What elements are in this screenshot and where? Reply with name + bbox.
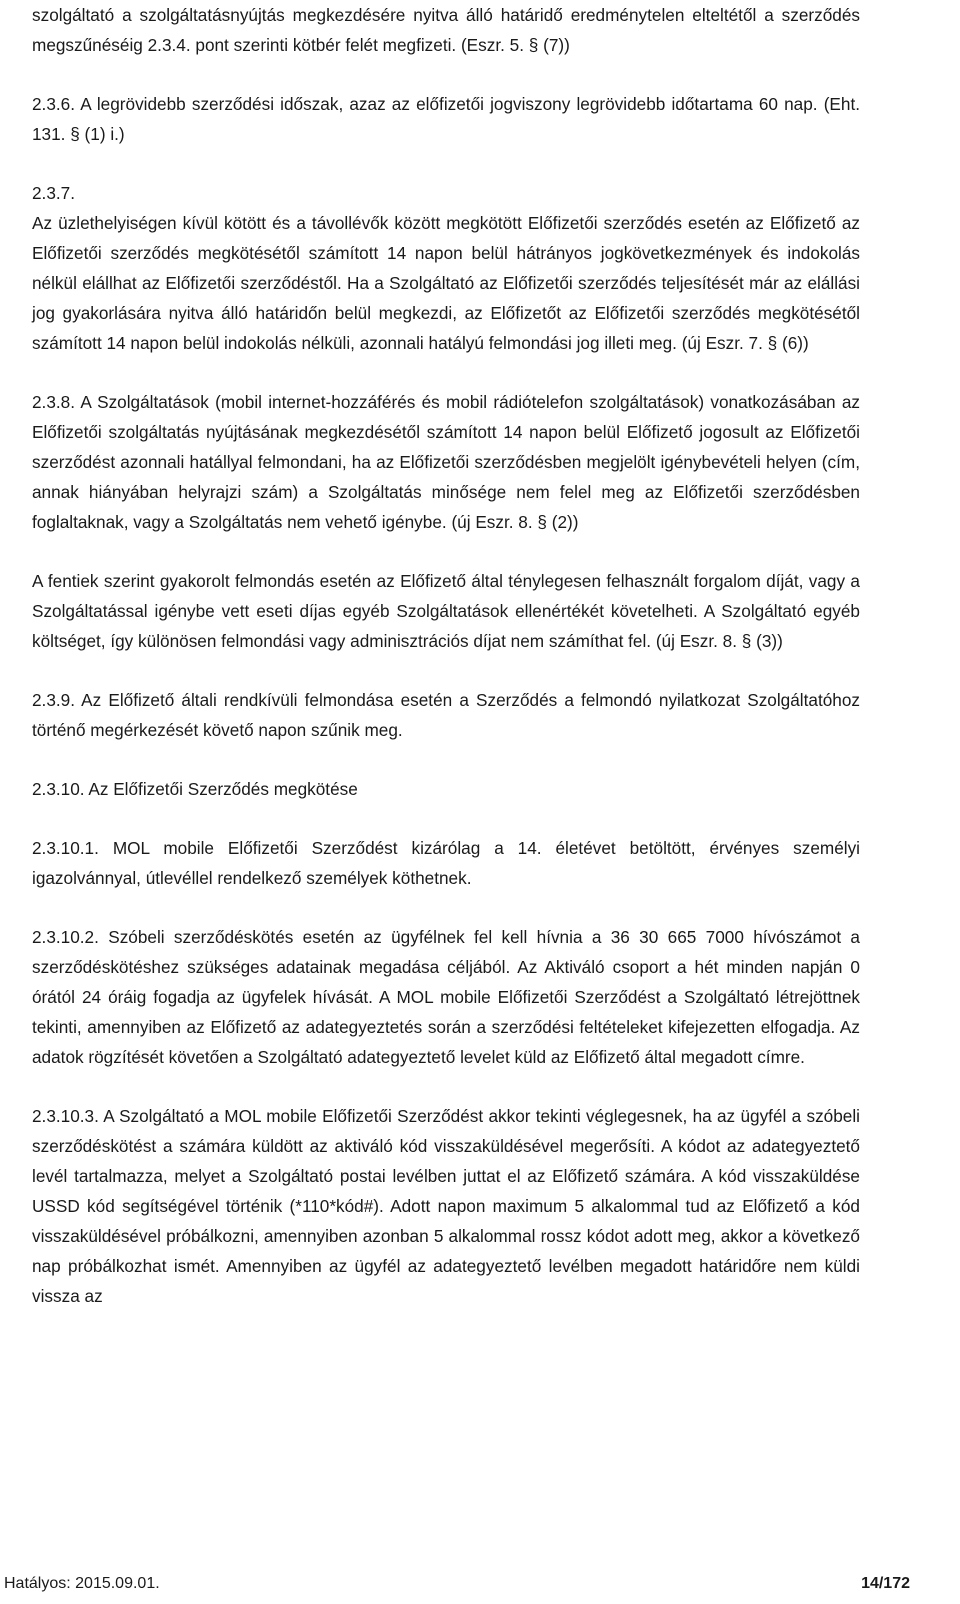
paragraph-2-3-7: Az üzlethelyiségen kívül kötött és a távollévők között megkötött Előfizetői szerződés esetén az Előfizető az Előfizetői szerződés megkötésétől számított 14 napon belül hátrányos jogkövetkezmények és indokolás nélkül elállhat az Előfizetői szerződéstől. Ha a Szolgáltató az Előfizetői szerződés teljesítését már az elállási jog gyakorlására nyitva álló határidőn belül megkezdi, az Előfizetőt az Előfizetői szerződés megkötésétől számított 14 napon belül indokolás nélküli, azonnali hatályú felmondási jog illeti meg. (új Eszr. 7. § (6))	[32, 213, 860, 353]
paragraph-2-3-10-3: 2.3.10.3. A Szolgáltató a MOL mobile Előfizetői Szerződést akkor tekinti véglegesnek, ha az ügyfél a szóbeli szerződéskötést a számára küldött az aktiváló kód visszaküldésével megerősíti. A kódot az adategyeztető levél tartalmazza, melyet a Szolgáltató postai levélben juttat el az Előfizető számára. A kód visszaküldése USSD kód segítségével történik (*110*kód#). Adott napon maximum 5 alkalommal tud az Előfizető a kód visszaküldésével próbálkozni, amennyiben azonban 5 alkalommal rossz kódot adott meg, akkor a következő nap próbálkozhat ismét. Amennyiben az ügyfél az adategyeztető levélben megadott határidőre nem küldi vissza az	[32, 1106, 860, 1306]
paragraph-2-3-8: 2.3.8. A Szolgáltatások (mobil internet-hozzáférés és mobil rádiótelefon szolgáltatások) vonatkozásában az Előfizetői szolgáltatás nyújtásának megkezdésétől számított 14 napon belül Előfizető jogosult az Előfizetői szerződést azonnali hatállyal felmondani, ha az Előfizetői szerződésben megjelölt igénybevételi helyen (cím, annak hiányában helyrajzi szám) a Szolgáltatás minősége nem felel meg az Előfizetői szerződésben foglaltaknak, vagy a Szolgáltatás nem vehető igénybe. (új Eszr. 8. § (2))	[32, 392, 860, 532]
heading-2-3-10: 2.3.10. Az Előfizetői Szerződés megkötése	[32, 779, 358, 799]
paragraph-2-3-10-1: 2.3.10.1. MOL mobile Előfizetői Szerződést kizárólag a 14. életévet betöltött, érvényes személyi igazolvánnyal, útlevéllel rendelkező személyek köthetnek.	[32, 838, 860, 888]
paragraph-2-3-6: 2.3.6. A legrövidebb szerződési időszak, azaz az előfizetői jogviszony legrövidebb időtartama 60 nap. (Eht. 131. § (1) i.)	[32, 94, 860, 144]
paragraph-kotber: szolgáltató a szolgáltatásnyújtás megkezdésére nyitva álló határidő eredménytelen elteltétől a szerződés megszűnéséig 2.3.4. pont szerinti kötbér felét megfizeti. (Eszr. 5. § (7))	[32, 5, 860, 55]
paragraph-2-3-9: 2.3.9. Az Előfizető általi rendkívüli felmondása esetén a Szerződés a felmondó nyilatkozat Szolgáltatóhoz történő megérkezését követő napon szűnik meg.	[32, 690, 860, 740]
page-number: 14/172	[861, 1575, 910, 1592]
document-body	[32, 0, 860, 1340]
paragraph-felmondas: A fentiek szerint gyakorolt felmondás esetén az Előfizető által ténylegesen felhasznált forgalom díját, vagy a Szolgáltatással igénybe vett eseti díjas egyéb Szolgáltatások ellenértékét követelheti. A Szolgáltató egyéb költséget, így különösen felmondási vagy adminisztrációs díjat nem számíthat fel. (új Eszr. 8. § (3))	[32, 571, 860, 651]
page-footer	[0, 1572, 960, 1604]
paragraph-2-3-10-2: 2.3.10.2. Szóbeli szerződéskötés esetén az ügyfélnek fel kell hívnia a 36 30 665 7000 hívószámot a szerződéskötéshez szükséges adatainak megadása céljából. Az Aktiváló csoport a hét minden napján 0 órától 24 óráig fogadja az ügyfelek hívását. A MOL mobile Előfizetői Szerződést a Szolgáltató létrejöttnek tekinti, amennyiben az Előfizető az adategyeztetés során a szerződési feltételeket kifejezetten elfogadja. Az adatok rögzítését követően a Szolgáltató adategyeztető levelet küld az Előfizető által megadott címre.	[32, 927, 860, 1067]
section-number-2-3-7: 2.3.7.	[32, 183, 76, 203]
effective-date: Hatályos: 2015.09.01.	[4, 1575, 160, 1592]
